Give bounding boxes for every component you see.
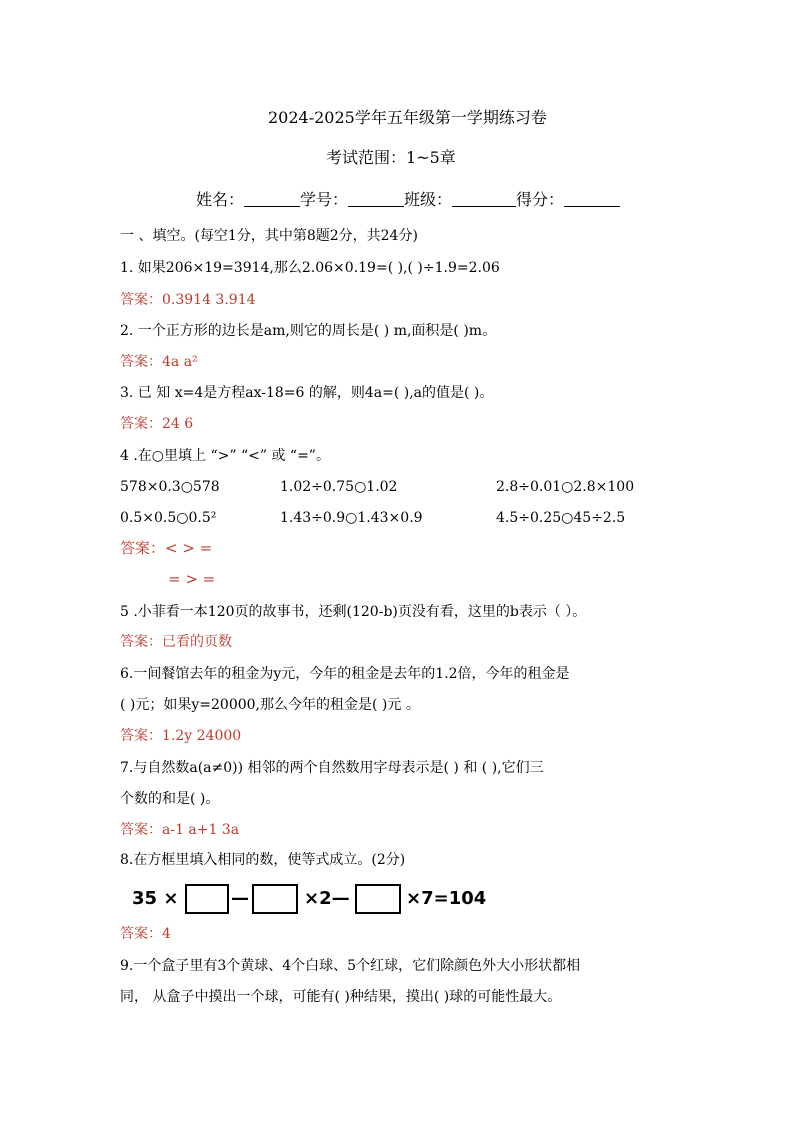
question-7-line1: 7.与自然数a(a≠0)) 相邻的两个自然数用字母表示是( ) 和 ( ),它们三: [120, 760, 544, 776]
question-6-line1: 6.一间餐馆去年的租金为y元，今年的租金是去年的1.2倍，今年的租金是: [120, 666, 570, 682]
question-2: 2. 一个正方形的边长是am,则它的周长是( ) m,面积是( )m。: [120, 323, 497, 339]
answer-box[interactable]: [185, 884, 229, 914]
q4-item: 4.5÷0.25○45÷2.5: [496, 510, 626, 526]
q4-item: 1.43÷0.9○1.43×0.9: [280, 510, 423, 526]
id-blank[interactable]: [348, 190, 404, 207]
answer-1: 答案：0.3914 3.914: [120, 292, 256, 308]
question-8-equation: [128, 882, 508, 914]
question-6-line2: ( )元；如果y=20000,那么今年的租金是( )元 。: [120, 697, 420, 713]
answer-6: 答案：1.2y 24000: [120, 728, 242, 744]
class-blank[interactable]: [452, 190, 516, 207]
question-1: 1. 如果206×19=3914,那么2.06×0.19=( ),( )÷1.9=2.06: [120, 260, 500, 276]
q4-item: 2.8÷0.01○2.8×100: [496, 479, 635, 495]
answer-2: 答案：4a a²: [120, 354, 198, 370]
answer-4-line1: 答案：< > =: [120, 539, 213, 557]
answer-box[interactable]: [252, 884, 298, 914]
exam-scope: 考试范围：1~5章: [326, 148, 456, 167]
question-4: 4 .在○里填上 “>” “<” 或 “=”。: [120, 448, 330, 464]
answer-4-line2: = > =: [168, 570, 216, 588]
answer-8: 答案：4: [120, 926, 171, 942]
q4-item: 578×0.3○578: [120, 479, 220, 495]
eq-part-1: 35 ×: [132, 888, 179, 909]
question-9-line2: 同， 从盒子中摸出一个球，可能有( )种结果，摸出( )球的可能性最大。: [120, 989, 562, 1005]
score-blank[interactable]: [564, 190, 620, 207]
name-label: 姓名：: [196, 190, 245, 209]
page-title: 2024-2025学年五年级第一学期练习卷: [268, 108, 547, 127]
score-label: 得分：: [516, 190, 565, 209]
eq-part-2: —: [231, 888, 249, 909]
eq-part-3: ×2—: [304, 888, 350, 909]
answer-3: 答案：24 6: [120, 416, 194, 432]
answer-5: 答案：已看的页数: [120, 634, 232, 650]
q4-item: 0.5×0.5○0.5²: [120, 510, 217, 526]
class-label: 班级：: [404, 190, 453, 209]
question-5: 5 .小菲看一本120页的故事书，还剩(120-b)页没有看，这里的b表示（ ）。: [120, 604, 587, 620]
eq-part-4: ×7=104: [406, 888, 487, 909]
section-heading: 一 、填空。(每空1分，其中第8题2分，共24分): [120, 228, 418, 244]
question-8: 8.在方框里填入相同的数，使等式成立。(2分): [120, 852, 406, 868]
answer-box[interactable]: [355, 884, 401, 914]
student-info-line: [196, 190, 620, 210]
answer-7: 答案：a-1 a+1 3a: [120, 822, 240, 838]
question-3: 3. 已 知 x=4是方程ax-18=6 的解，则4a=( ),a的值是( )。: [120, 385, 494, 401]
question-7-line2: 个数的和是( )。: [120, 791, 220, 807]
id-label: 学号：: [300, 190, 349, 209]
q4-item: 1.02÷0.75○1.02: [280, 479, 398, 495]
name-blank[interactable]: [244, 190, 300, 207]
question-9-line1: 9.一个盒子里有3个黄球、4个白球、5个红球，它们除颜色外大小形状都相: [120, 958, 581, 974]
